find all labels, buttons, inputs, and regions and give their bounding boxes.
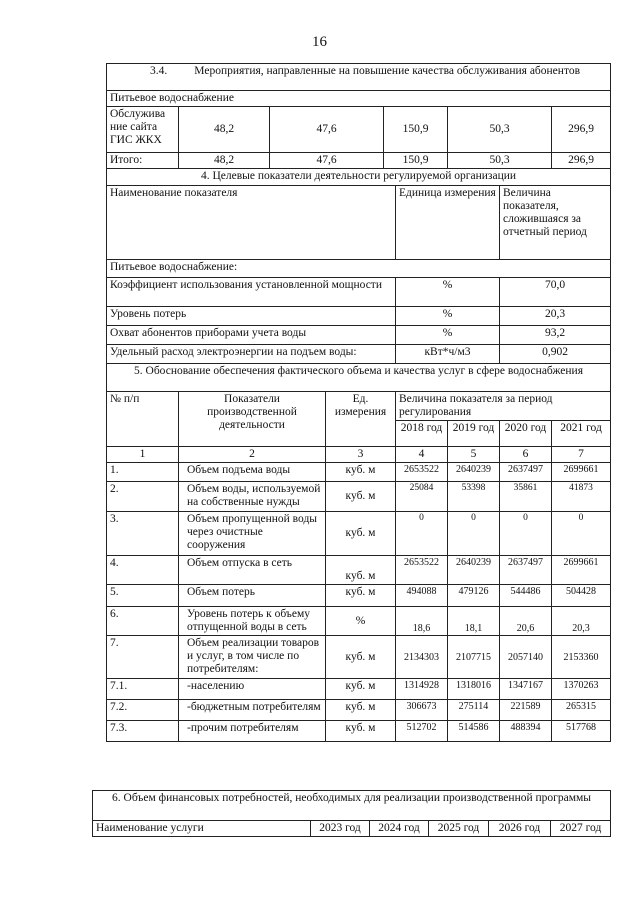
row-number: 6. <box>107 607 179 636</box>
indicator-unit: куб. м <box>326 585 396 607</box>
indicator-unit: % <box>396 307 500 326</box>
table-row <box>107 700 611 721</box>
cell-value: 296,9 <box>552 153 611 169</box>
cell-value: 41873 <box>552 482 611 512</box>
table-row <box>107 482 611 512</box>
indicator-value: 0,902 <box>500 345 611 364</box>
cell-value: 2653522 <box>396 556 448 585</box>
cell-value: 150,9 <box>384 107 448 153</box>
page-number: 16 <box>312 34 327 50</box>
cell-value: 306673 <box>396 700 448 721</box>
cell-value: 20,6 <box>500 607 552 636</box>
indicator-unit: куб. м <box>326 482 396 512</box>
table-row <box>107 307 611 326</box>
cell-value: 275114 <box>448 700 500 721</box>
indicator-name: Объем воды, используемой на собственные нужды <box>179 482 326 512</box>
cell-value: 0 <box>448 512 500 556</box>
row-number: 3. <box>107 512 179 556</box>
section-3-4-subheader: Питьевое водоснабжение <box>107 91 611 107</box>
indicator-name: -прочим потребителям <box>179 721 326 742</box>
table-row <box>107 512 611 556</box>
table-row <box>107 636 611 679</box>
cell-value: 0 <box>552 512 611 556</box>
cell-value: 0 <box>500 512 552 556</box>
cell-value: 50,3 <box>448 107 552 153</box>
cell-value: 2057140 <box>500 636 552 679</box>
cell-value: 1347167 <box>500 679 552 700</box>
col-number: 1 <box>107 447 179 463</box>
row-number: 1. <box>107 463 179 482</box>
indicator-name: Объем подъема воды <box>179 463 326 482</box>
row-number: 7.1. <box>107 679 179 700</box>
indicator-name: Объем пропущенной воды через очистные сооружения <box>179 512 326 556</box>
indicator-unit: % <box>396 278 500 307</box>
cell-value: 150,9 <box>384 153 448 169</box>
cell-value: 221589 <box>500 700 552 721</box>
col-number: 6 <box>500 447 552 463</box>
indicator-unit: куб. м <box>326 721 396 742</box>
row-label: Итого: <box>107 153 179 169</box>
cell-value: 479126 <box>448 585 500 607</box>
indicator-name: -бюджетным потребителям <box>179 700 326 721</box>
indicator-unit: куб. м <box>326 700 396 721</box>
col-number: 4 <box>396 447 448 463</box>
cell-value: 517768 <box>552 721 611 742</box>
cell-value: 2637497 <box>500 556 552 585</box>
cell-value: 1370263 <box>552 679 611 700</box>
col-number: 5 <box>448 447 500 463</box>
indicator-name: Коэффициент использования установленной мощности <box>107 278 396 307</box>
section-4-col-value: Величина показателя, сложившаяся за отчетный период <box>500 186 611 260</box>
section-6-title: 6. Объем финансовых потребностей, необходимых для реализации производственной программы <box>93 791 611 821</box>
cell-value: 2107715 <box>448 636 500 679</box>
section-4-col-unit: Единица измерения <box>396 186 500 260</box>
col-number: 7 <box>552 447 611 463</box>
year-header: 2018 год <box>396 421 448 447</box>
service-name-header: Наименование услуги <box>93 821 311 837</box>
indicator-name: -населению <box>179 679 326 700</box>
row-number: 7.3. <box>107 721 179 742</box>
indicator-unit: куб. м <box>326 512 396 556</box>
table-row <box>107 463 611 482</box>
cell-value: 265315 <box>552 700 611 721</box>
section-4-title: 4. Целевые показатели деятельности регулируемой организации <box>107 169 611 186</box>
cell-value: 2134303 <box>396 636 448 679</box>
year-header: 2026 год <box>489 821 551 837</box>
cell-value: 1318016 <box>448 679 500 700</box>
table-row <box>107 326 611 345</box>
cell-value: 47,6 <box>270 153 384 169</box>
section-4-subheader: Питьевое водоснабжение: <box>107 260 611 278</box>
indicator-value: 20,3 <box>500 307 611 326</box>
indicator-unit: куб. м <box>326 679 396 700</box>
col-number: 2 <box>179 447 326 463</box>
row-label: Обслужива ние сайта ГИС ЖКХ <box>107 107 179 153</box>
row-number: 7.2. <box>107 700 179 721</box>
cell-value: 2640239 <box>448 556 500 585</box>
year-header: 2024 год <box>370 821 429 837</box>
cell-value: 50,3 <box>448 153 552 169</box>
indicator-name: Удельный расход электроэнергии на подъем воды: <box>107 345 396 364</box>
cell-value: 2637497 <box>500 463 552 482</box>
col-number-header: № п/п <box>107 392 179 447</box>
cell-value: 47,6 <box>270 107 384 153</box>
section-3-4-header <box>107 64 611 91</box>
cell-value: 48,2 <box>179 153 270 169</box>
cell-value: 1314928 <box>396 679 448 700</box>
indicator-name: Объем потерь <box>179 585 326 607</box>
table-row <box>107 607 611 636</box>
section-5-title: 5. Обоснование обеспечения фактического объема и качества услуг в сфере водоснабжения <box>107 364 611 392</box>
col-indicators-header: Показатели производственной деятельности <box>179 392 326 447</box>
cell-value: 2153360 <box>552 636 611 679</box>
row-number: 5. <box>107 585 179 607</box>
cell-value: 544486 <box>500 585 552 607</box>
col-unit-header: Ед. измерения <box>326 392 396 447</box>
indicator-unit: куб. м <box>326 463 396 482</box>
indicator-name: Уровень потерь <box>107 307 396 326</box>
table-row <box>107 556 611 585</box>
indicator-name: Уровень потерь к объему отпущенной воды в сеть <box>179 607 326 636</box>
indicator-value: 93,2 <box>500 326 611 345</box>
cell-value: 53398 <box>448 482 500 512</box>
table-row <box>107 585 611 607</box>
col-period-header: Величина показателя за период регулирования <box>396 392 611 421</box>
year-header: 2023 год <box>311 821 370 837</box>
year-header: 2020 год <box>500 421 552 447</box>
cell-value: 18,1 <box>448 607 500 636</box>
indicator-unit: куб. м <box>326 556 396 585</box>
section-4-col-name: Наименование показателя <box>107 186 396 260</box>
section-3-4-number: 3.4. <box>150 65 168 77</box>
year-header: 2021 год <box>552 421 611 447</box>
cell-value: 514586 <box>448 721 500 742</box>
indicator-unit: % <box>396 326 500 345</box>
year-header: 2019 год <box>448 421 500 447</box>
row-number: 4. <box>107 556 179 585</box>
cell-value: 0 <box>396 512 448 556</box>
cell-value: 18,6 <box>396 607 448 636</box>
section-3-4-title: Мероприятия, направленные на повышение качества обслуживания абонентов <box>194 65 580 77</box>
cell-value: 494088 <box>396 585 448 607</box>
cell-value: 2699661 <box>552 556 611 585</box>
indicator-name: Объем реализации товаров и услуг, в том числе по потребителям: <box>179 636 326 679</box>
cell-value: 48,2 <box>179 107 270 153</box>
indicator-unit: % <box>326 607 396 636</box>
cell-value: 2653522 <box>396 463 448 482</box>
indicator-name: Объем отпуска в сеть <box>179 556 326 585</box>
main-table <box>106 63 611 742</box>
cell-value: 20,3 <box>552 607 611 636</box>
cell-value: 2640239 <box>448 463 500 482</box>
year-header: 2025 год <box>429 821 489 837</box>
indicator-value: 70,0 <box>500 278 611 307</box>
col-number: 3 <box>326 447 396 463</box>
cell-value: 512702 <box>396 721 448 742</box>
table-row <box>107 679 611 700</box>
cell-value: 35861 <box>500 482 552 512</box>
year-header: 2027 год <box>551 821 611 837</box>
indicator-unit: кВт*ч/м3 <box>396 345 500 364</box>
table-row <box>107 721 611 742</box>
cell-value: 2699661 <box>552 463 611 482</box>
table-row <box>107 345 611 364</box>
cell-value: 296,9 <box>552 107 611 153</box>
cell-value: 504428 <box>552 585 611 607</box>
indicator-unit: куб. м <box>326 636 396 679</box>
table-row <box>107 278 611 307</box>
indicator-name: Охват абонентов приборами учета воды <box>107 326 396 345</box>
table-row <box>107 107 611 153</box>
cell-value: 25084 <box>396 482 448 512</box>
row-number: 2. <box>107 482 179 512</box>
row-number: 7. <box>107 636 179 679</box>
financial-needs-table <box>92 790 611 837</box>
table-row <box>107 153 611 169</box>
cell-value: 488394 <box>500 721 552 742</box>
